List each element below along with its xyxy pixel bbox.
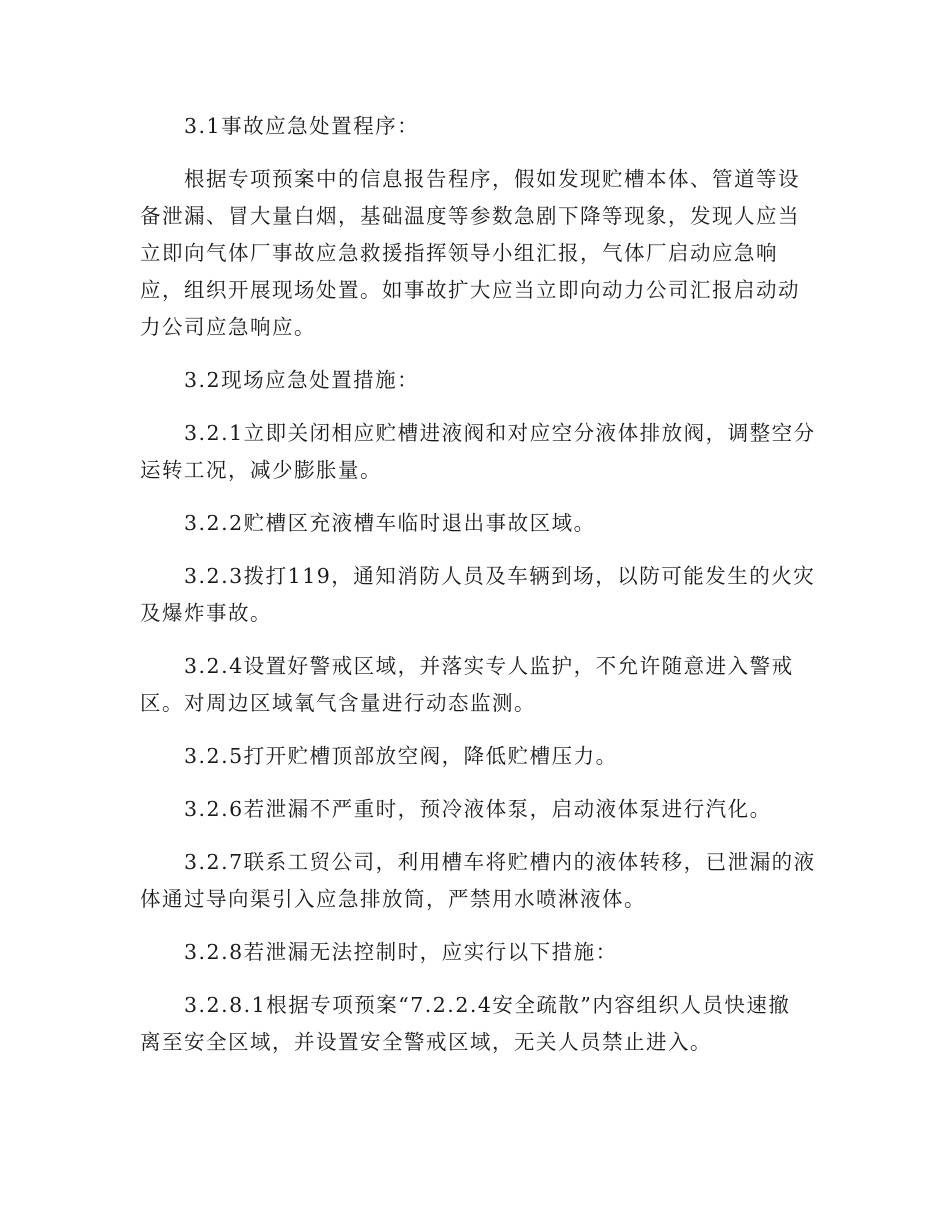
item-3-2-3: 3.2.3拨打119，通知消防人员及车辆到场，以防可能发生的火灾 — [184, 564, 816, 588]
item-3-2-1: 3.2.1立即关闭相应贮槽进液阀和对应空分液体排放阀，调整空分 — [184, 421, 816, 445]
item-3-2-7-cont: 体通过导向渠引入应急排放筒，严禁用水喷淋液体。 — [140, 887, 646, 911]
paragraph-line: 应，组织开展现场处置。如事故扩大应当立即向动力公司汇报启动动 — [140, 278, 800, 302]
item-3-2-5: 3.2.5打开贮槽顶部放空阀，降低贮槽压力。 — [184, 744, 618, 768]
item-3-2-8-1-cont: 离至安全区域，并设置安全警戒区域，无关人员禁止进入。 — [140, 1030, 712, 1054]
section-heading-3-2: 3.2现场应急处置措施： — [184, 368, 420, 392]
item-3-2-3-cont: 及爆炸事故。 — [140, 601, 272, 625]
paragraph-line: 立即向气体厂事故应急救援指挥领导小组汇报，气体厂启动应急响 — [140, 241, 778, 265]
item-3-2-6: 3.2.6若泄漏不严重时，预冷液体泵，启动液体泵进行汽化。 — [184, 797, 772, 821]
item-3-2-2: 3.2.2贮槽区充液槽车临时退出事故区域。 — [184, 511, 596, 535]
section-heading-3-1: 3.1事故应急处置程序： — [184, 114, 420, 138]
item-3-2-8: 3.2.8若泄漏无法控制时，应实行以下措施： — [184, 940, 618, 964]
paragraph-line: 根据专项预案中的信息报告程序，假如发现贮槽本体、管道等设 — [184, 167, 800, 191]
paragraph-line: 力公司应急响应。 — [140, 315, 316, 339]
item-3-2-1-cont: 运转工况，减少膨胀量。 — [140, 458, 382, 482]
item-3-2-8-1: 3.2.8.1根据专项预案“7.2.2.4安全疏散”内容组织人员快速撤 — [184, 993, 791, 1017]
paragraph-line: 备泄漏、冒大量白烟，基础温度等参数急剧下降等现象，发现人应当 — [140, 204, 800, 228]
item-3-2-4: 3.2.4设置好警戒区域，并落实专人监护，不允许随意进入警戒 — [184, 654, 794, 678]
item-3-2-7: 3.2.7联系工贸公司，利用槽车将贮槽内的液体转移，已泄漏的液 — [184, 850, 816, 874]
item-3-2-4-cont: 区。对周边区域氧气含量进行动态监测。 — [140, 691, 536, 715]
